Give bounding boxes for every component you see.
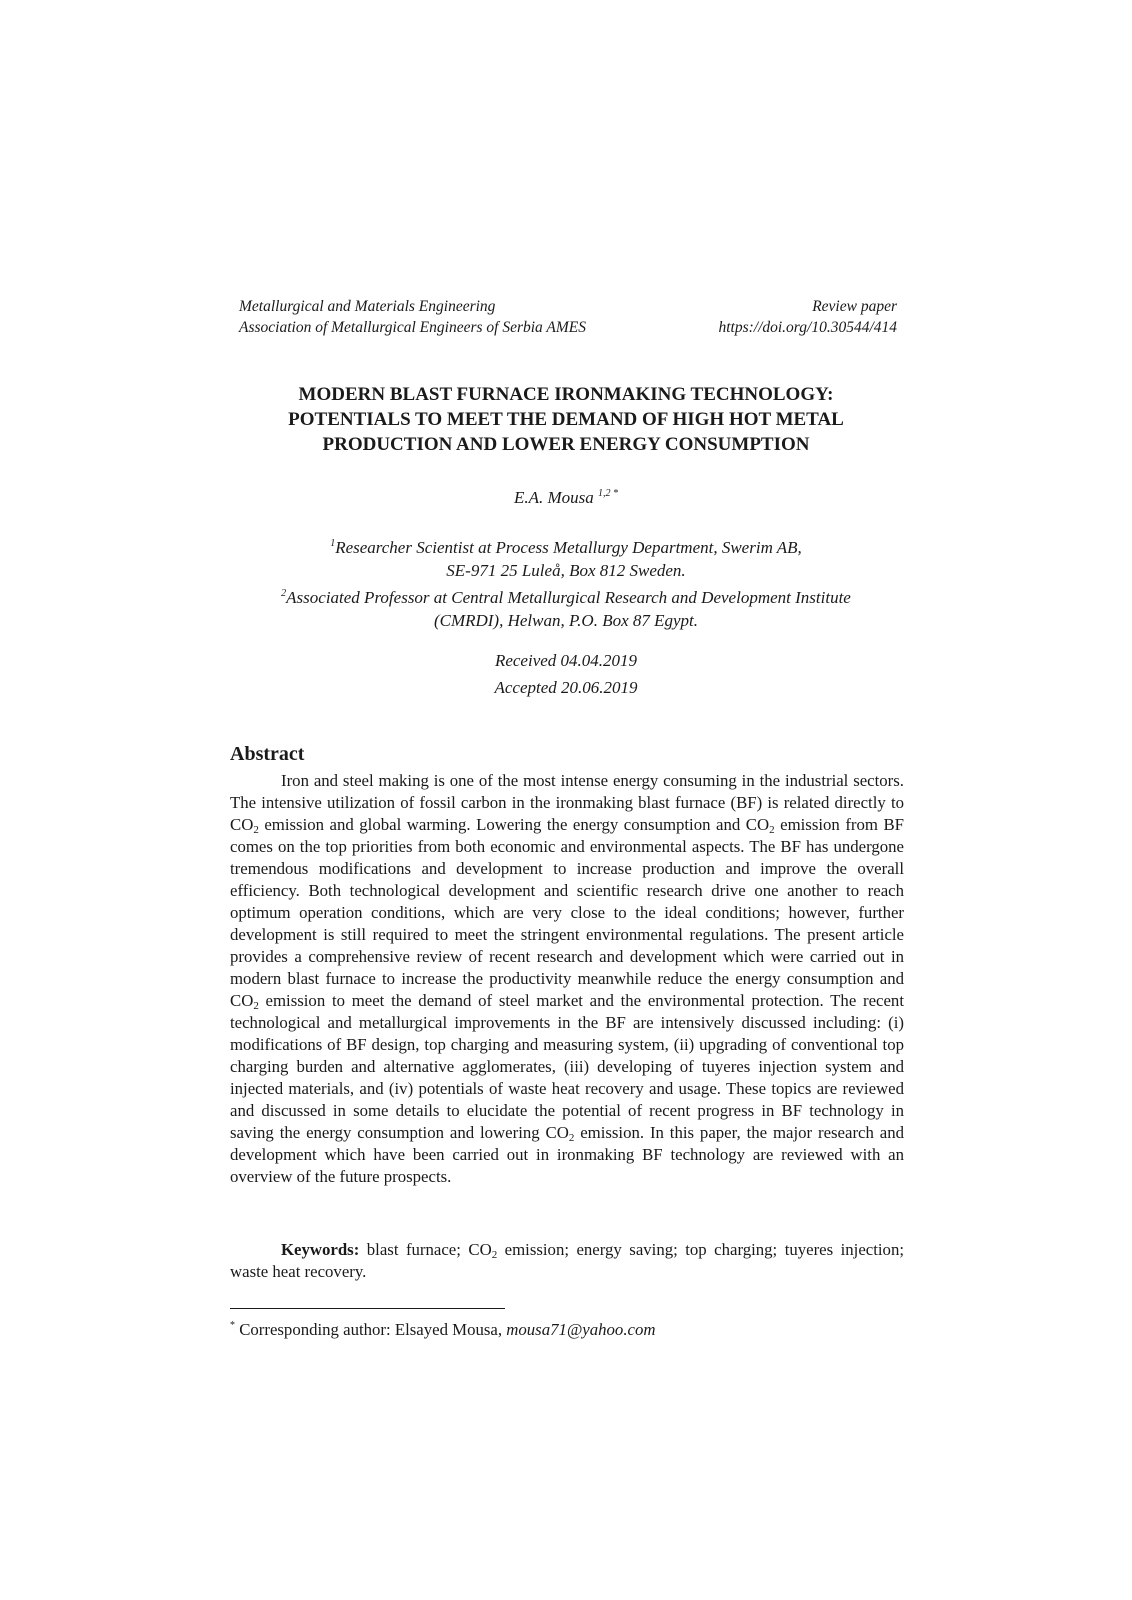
association-name: Association of Metallurgical Engineers of Serbia AMES — [239, 319, 586, 336]
affiliation-2-line-2: (CMRDI), Helwan, P.O. Box 87 Egypt. — [433, 611, 699, 630]
abstract-part-5: emission. In this paper, the major research and development which have been carried out in ironmaking BF technology are reviewed with an overview of the future prospects. — [230, 1123, 904, 1186]
abstract-part-4: emission to meet the demand of steel market and the environmental protection. The recent technological and metallurgical improvements in the BF are intensively discussed including: (i) modifications of BF design, top charging and measuring system, (ii) upgrading of conventional top charging burden and alternative agglomerates, (iii) developing of tuyeres injection system and injected materials, and (iv) potentials of waste heat recovery and usage. These topics are reviewed and discussed in some details to elucidate the potential of recent progress in BF technology in saving the energy consumption and lowering — [230, 991, 904, 1142]
footnote-email[interactable]: mousa71@yahoo.com — [506, 1320, 656, 1339]
footnote-mark: * — [230, 1320, 235, 1331]
footnote-rule — [230, 1308, 505, 1309]
title-line-2: POTENTIALS TO MEET THE DEMAND OF HIGH HOT METAL — [288, 409, 844, 430]
keywords-label: Keywords: — [281, 1240, 360, 1259]
affiliation-2-mark: 2 — [281, 588, 287, 599]
doi-link[interactable]: https://doi.org/10.30544/414 — [718, 319, 897, 336]
abstract-text — [230, 770, 904, 1188]
abstract-part-1: Iron and steel making is one of the most intense energy consuming in the industrial sectors. The intensive utilization of fossil carbon in the ironmaking blast furnace (BF) is related directly to — [230, 771, 904, 812]
accepted-date: Accepted 20.06.2019 — [494, 678, 638, 697]
paper-title — [160, 382, 972, 457]
received-date: Received 04.04.2019 — [494, 651, 638, 670]
co2-subscript: 2 — [253, 824, 259, 836]
abstract-part-3: emission from BF comes on the top priorities from both economic and environmental aspects. The BF has undergone tremendous modifications and development to increase production and improve the overall efficiency. Both technological development and scientific research drive one another to reach optimum operation conditions, which are very close to the ideal conditions; however, further development is still required to meet the stringent environmental regulations. The present article provides a comprehensive review of recent research and development which were carried out in modern blast furnace to increase the productivity meanwhile reduce the energy consumption and — [230, 815, 905, 988]
keywords — [230, 1239, 904, 1283]
footnote-text: Corresponding author: Elsayed Mousa, — [235, 1320, 507, 1339]
keywords-part-2: emission; energy saving; top charging; tuyeres injection; waste heat recovery. — [230, 1240, 904, 1281]
author-marks: 1,2 * — [598, 488, 619, 499]
co2-subscript: 2 — [568, 1132, 575, 1144]
affiliation-2 — [150, 582, 982, 609]
affiliation-1-mark: 1 — [330, 538, 336, 549]
co2-term: CO — [545, 1123, 569, 1142]
affiliation-2-line-1: Associated Professor at Central Metallurgical Research and Development Institute — [286, 588, 851, 607]
affiliations — [150, 532, 982, 632]
affiliation-1-line-1: Researcher Scientist at Process Metallurgy Department, Swerim AB, — [335, 538, 802, 557]
footnote — [230, 1320, 655, 1340]
paper-type: Review paper — [812, 298, 897, 315]
dates — [0, 647, 1132, 701]
affiliation-1 — [150, 532, 982, 559]
header-right — [718, 296, 897, 338]
author-line — [0, 488, 1132, 508]
co2-term: CO — [230, 815, 254, 834]
co2-term: CO — [745, 815, 770, 834]
affiliation-1-line-2: SE-971 25 Luleå, Box 812 Sweden. — [446, 561, 686, 580]
abstract-heading: Abstract — [230, 743, 305, 765]
co2-subscript: 2 — [253, 1000, 259, 1012]
keywords-part-1: blast furnace; — [359, 1240, 469, 1259]
co2-subscript: 2 — [769, 824, 775, 836]
co2-term: CO — [230, 991, 254, 1010]
author-name: E.A. Mousa — [513, 488, 594, 507]
title-line-1: MODERN BLAST FURNACE IRONMAKING TECHNOLOGY: — [298, 384, 834, 405]
co2-term: CO — [468, 1240, 492, 1259]
journal-name: Metallurgical and Materials Engineering — [239, 298, 496, 315]
title-line-3: PRODUCTION AND LOWER ENERGY CONSUMPTION — [322, 434, 810, 455]
co2-subscript: 2 — [491, 1249, 498, 1261]
header-left — [239, 296, 586, 338]
abstract-part-2: emission and global warming. Lowering the energy consumption and — [258, 815, 746, 834]
